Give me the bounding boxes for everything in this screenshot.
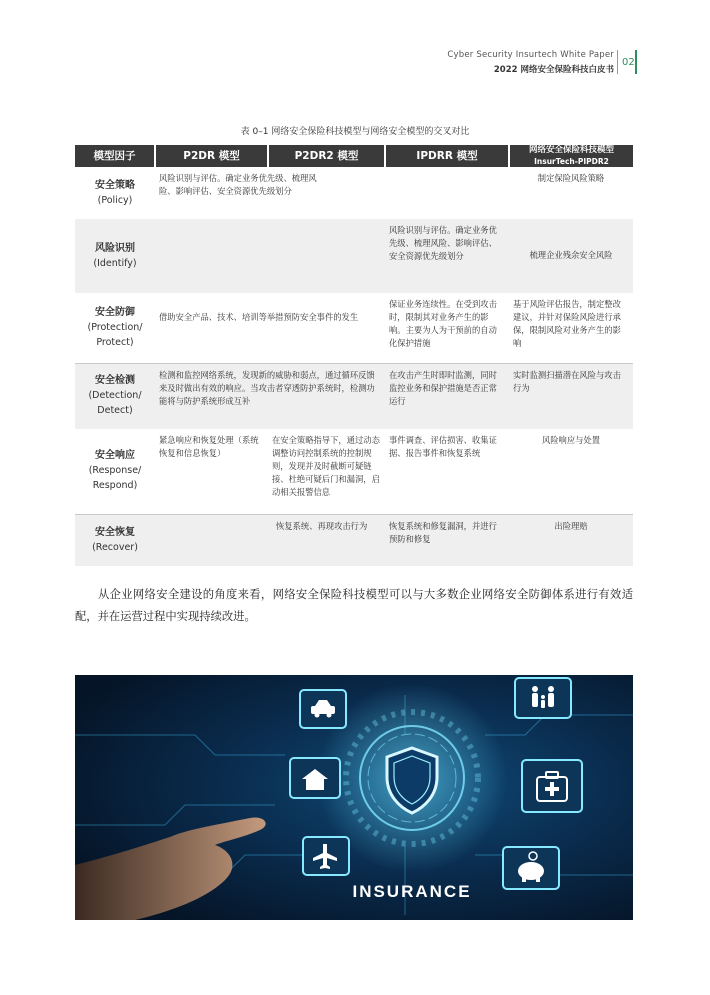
cell-p2dr2: 在安全策略指导下，通过动态调整访问控制系统的控制规则，发现并及时截断可疑链接、杜绝可疑后门和漏洞，启动相关报警信息 — [268, 429, 385, 514]
header-accent-bar — [635, 50, 637, 74]
body-paragraph: 从企业网络安全建设的角度来看，网络安全保险科技模型可以与大多数企业网络安全防御体系进行有效适配，并在运营过程中实现持续改进。 — [75, 588, 633, 623]
cell-p2dr — [155, 293, 385, 363]
col-header-pipdr2-cn: 网络安全保险科技模型 — [528, 145, 614, 155]
cell-pipdr2: 基于风险评估报告，制定整改建议，并针对保险风险进行承保，限制风险对业务产生的影响 — [509, 293, 633, 363]
factor-en: (Identify) — [93, 257, 137, 269]
factor-en: (Protection/ Protect) — [87, 321, 143, 348]
cell-pipdr2: 实时监测扫描潜在风险与攻击行为 — [509, 363, 633, 429]
cell-p2dr2: 恢复系统、再现攻击行为 — [268, 514, 385, 566]
factor-cell — [75, 363, 155, 429]
factor-cell — [75, 293, 155, 363]
cell-ipdrr: 风险识别与评估。确定业务优先级、梳理风险、影响评估、安全资源优先级划分 — [385, 219, 509, 293]
cell-p2dr — [155, 219, 268, 293]
table-row — [75, 363, 633, 429]
col-header-factor: 模型因子 — [75, 145, 155, 167]
col-header-pipdr2 — [509, 145, 633, 167]
cell-ipdrr: 在攻击产生时即时监测，同时监控业务和保护措施是否正常运行 — [385, 363, 509, 429]
factor-cell — [75, 167, 155, 219]
col-header-p2dr: P2DR 模型 — [155, 145, 268, 167]
cell-p2dr2 — [268, 219, 385, 293]
cell-p2dr — [155, 167, 385, 219]
factor-cell — [75, 429, 155, 514]
factor-en: (Policy) — [97, 194, 133, 206]
table-caption: 表 0–1 网络安全保险科技模型与网络安全模型的交叉对比 — [240, 127, 470, 137]
cell-text: 借助安全产品、技术、培训等举措预防安全事件的发生 — [159, 312, 359, 322]
header-divider — [617, 50, 618, 74]
table-row — [75, 429, 633, 514]
factor-cell — [75, 219, 155, 293]
factor-cn: 安全检测 — [95, 375, 135, 387]
cell-text: 风险识别与评估。确定业务优先级、梳理风险、影响评估、安全资源优先级划分 — [159, 173, 317, 196]
insurance-label: INSURANCE — [352, 882, 472, 901]
table-row — [75, 167, 633, 219]
cell-ipdrr: 保证业务连续性。在受到攻击时，限制其对业务产生的影响。主要为人为干预前的自动化保护措施 — [385, 293, 509, 363]
cell-ipdrr: 恢复系统和修复漏洞，并进行预防和修复 — [385, 514, 509, 566]
factor-en: (Recover) — [92, 541, 138, 553]
cell-pipdr2: 风险响应与处置 — [509, 429, 633, 514]
col-header-pipdr2-en: InsurTech-PIPDR2 — [534, 157, 609, 166]
factor-cn: 安全恢复 — [95, 526, 135, 538]
factor-cn: 安全防御 — [95, 306, 135, 318]
factor-en: (Response/ Respond) — [88, 465, 142, 492]
cell-pipdr2: 制定保险风险策略 — [537, 173, 605, 183]
comparison-table — [75, 145, 633, 566]
cell-p2dr: 紧急响应和恢复处理（系统恢复和信息恢复） — [155, 429, 268, 514]
factor-en: (Detection/ Detect) — [88, 390, 142, 417]
cell-pipdr2: 出险理赔 — [509, 514, 633, 566]
col-header-p2dr2: P2DR2 模型 — [268, 145, 385, 167]
table-row — [75, 219, 633, 293]
header-title-en: Cyber Security Insurtech White Paper — [447, 50, 614, 60]
cell-text: 检测和监控网络系统，发现新的威胁和弱点，通过循环反馈来及时做出有效的响应。当攻击者穿透防护系统时，检测功能将与防护系统形成互补 — [159, 369, 375, 406]
cell-pipdr2: 梳理企业残余安全风险 — [509, 219, 633, 293]
table-row — [75, 293, 633, 363]
cell-p2dr — [155, 514, 268, 566]
col-header-ipdrr: IPDRR 模型 — [385, 145, 509, 167]
cell-ipdrr — [385, 167, 509, 219]
cell-ipdrr: 事件调查、评估损害、收集证据、报告事件和恢复系统 — [385, 429, 509, 514]
header-title-cn: 2022 网络安全保险科技白皮书 — [493, 65, 614, 75]
cell-p2dr — [155, 363, 385, 429]
table-header-row — [75, 145, 633, 167]
factor-cn: 安全策略 — [95, 179, 135, 191]
insurance-hero-image — [75, 675, 633, 920]
factor-cn: 风险识别 — [95, 242, 135, 254]
factor-cell — [75, 514, 155, 566]
factor-cn: 安全响应 — [95, 450, 135, 462]
table-row — [75, 514, 633, 566]
running-header — [447, 50, 614, 75]
page-number: 02 — [622, 57, 635, 68]
